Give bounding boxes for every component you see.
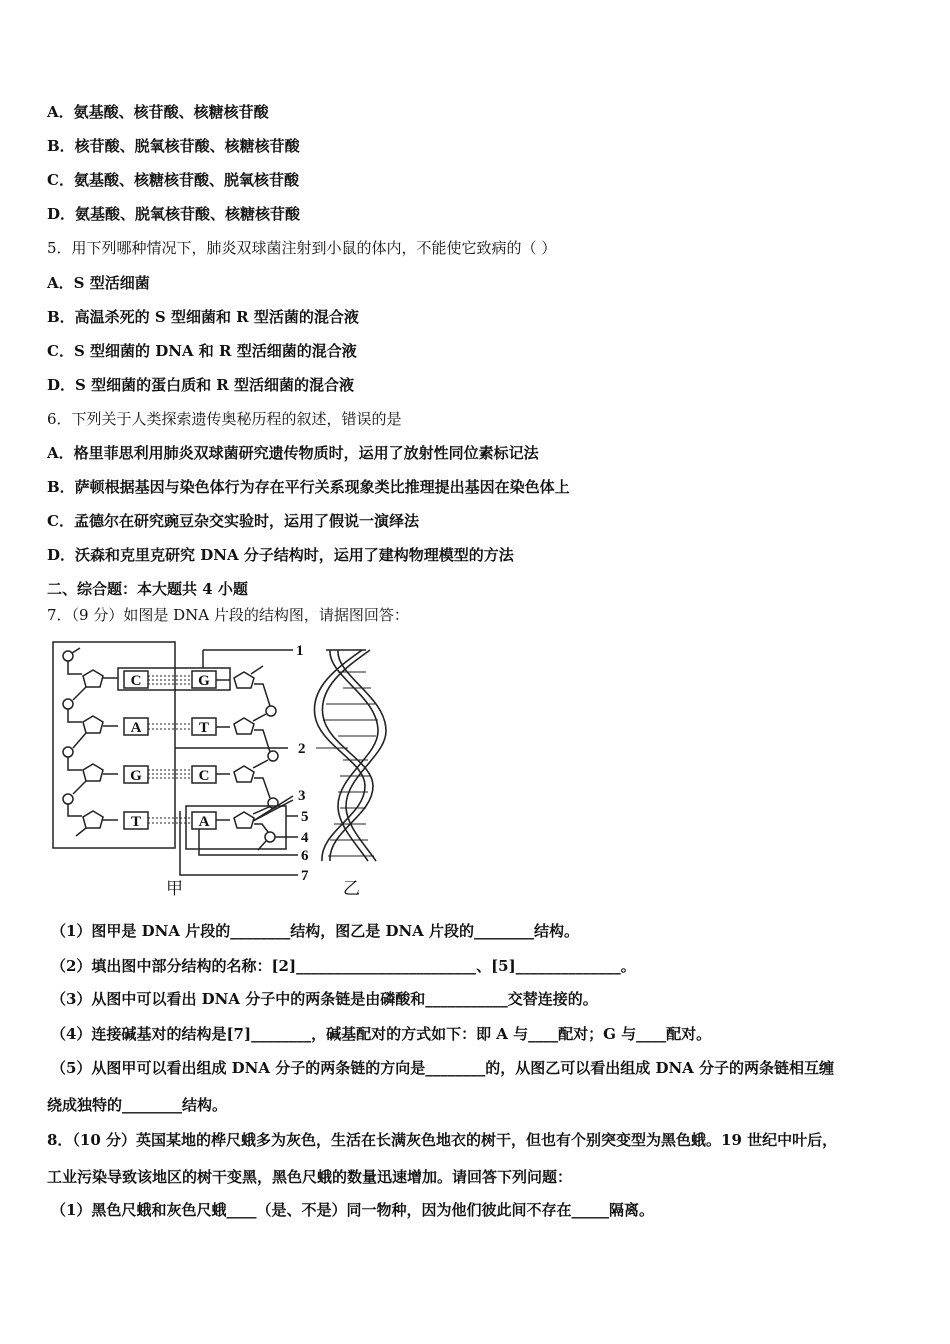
section-heading: 二、综合题：本大题共 4 小题 xyxy=(47,580,248,598)
right-strand xyxy=(216,666,278,850)
q7-part-4: （4）连接碱基对的结构是[7]________，碱基配对的方式如下：即 A 与____配对；G 与____配对。 xyxy=(51,1025,712,1043)
q6-option-d: D．沃森和克里克研究 DNA 分子结构时，运用了建构物理模型的方法 xyxy=(47,546,514,564)
q4-option-c: C．氨基酸、核糖核苷酸、脱氧核苷酸 xyxy=(47,171,299,189)
q7-part-1: （1）图甲是 DNA 片段的________结构，图乙是 DNA 片段的________结构。 xyxy=(51,922,580,940)
caption-yi: 乙 xyxy=(343,879,360,898)
q8-stem-2: 工业污染导致该地区的树干变黑，黑色尺蛾的数量迅速增加。请回答下列问题： xyxy=(47,1168,573,1186)
base-right-3: C xyxy=(198,768,210,784)
base-right-2: T xyxy=(198,720,210,736)
q5-stem: 5．用下列哪种情况下，肺炎双球菌注射到小鼠的体内，不能使它致病的（ ） xyxy=(47,239,557,257)
label-7: 7 xyxy=(301,868,309,884)
label-6: 6 xyxy=(301,848,309,864)
label-4: 4 xyxy=(301,830,309,846)
double-helix xyxy=(314,650,386,861)
base-left-1: C xyxy=(130,673,142,689)
label-2: 2 xyxy=(298,741,306,757)
dna-structure-figure xyxy=(48,636,388,902)
q7-part-5-cont: 绕成独特的________结构。 xyxy=(47,1096,228,1114)
left-strand xyxy=(63,648,118,836)
q5-option-c: C．S 型细菌的 DNA 和 R 型活细菌的混合液 xyxy=(47,342,357,360)
q7-part-5: （5）从图甲可以看出组成 DNA 分子的两条链的方向是________的，从图乙可以看出组成 DNA 分子的两条链相互缠 xyxy=(51,1059,835,1077)
q8-part-1: （1）黑色尺蛾和灰色尺蛾____（是、不是）同一物种，因为他们彼此间不存在_____隔离。 xyxy=(51,1201,654,1219)
base-right-1: G xyxy=(198,673,210,689)
q4-option-d: D．氨基酸、脱氧核苷酸、核糖核苷酸 xyxy=(47,205,301,223)
q5-option-a: A．S 型活细菌 xyxy=(47,274,150,292)
base-left-2: A xyxy=(130,720,142,736)
label-5: 5 xyxy=(301,809,309,825)
q7-stem: 7．（9 分）如图是 DNA 片段的结构图，请据图回答： xyxy=(47,606,409,624)
label-1: 1 xyxy=(296,643,304,659)
caption-jia: 甲 xyxy=(166,879,183,898)
q6-option-c: C．孟德尔在研究豌豆杂交实验时，运用了假说一演绎法 xyxy=(47,512,419,530)
q5-option-d: D．S 型细菌的蛋白质和 R 型活细菌的混合液 xyxy=(47,376,354,394)
label-3: 3 xyxy=(298,788,306,804)
q8-stem-1: 8．（10 分）英国某地的桦尺蛾多为灰色，生活在长满灰色地衣的树干，但也有个别突变型为黑色蛾。19 世纪中叶后， xyxy=(47,1131,838,1149)
q4-option-b: B．核苷酸、脱氧核苷酸、核糖核苷酸 xyxy=(47,137,300,155)
q6-stem: 6．下列关于人类探索遗传奥秘历程的叙述，错误的是 xyxy=(47,410,402,428)
q5-option-b: B．高温杀死的 S 型细菌和 R 型活菌的混合液 xyxy=(47,308,359,326)
q6-option-b: B．萨顿根据基因与染色体行为存在平行关系现象类比推理提出基因在染色体上 xyxy=(47,478,570,496)
q6-option-a: A．格里菲思利用肺炎双球菌研究遗传物质时，运用了放射性同位素标记法 xyxy=(47,444,539,462)
q7-part-2: （2）填出图中部分结构的名称：[2]________________________、[5]______________。 xyxy=(51,957,636,975)
q7-part-3: （3）从图中可以看出 DNA 分子中的两条链是由磷酸和___________交替连接的。 xyxy=(51,990,598,1008)
base-left-4: T xyxy=(130,814,142,830)
q4-option-a: A．氨基酸、核苷酸、核糖核苷酸 xyxy=(47,103,269,121)
base-right-4: A xyxy=(198,814,210,830)
base-left-3: G xyxy=(130,768,142,784)
